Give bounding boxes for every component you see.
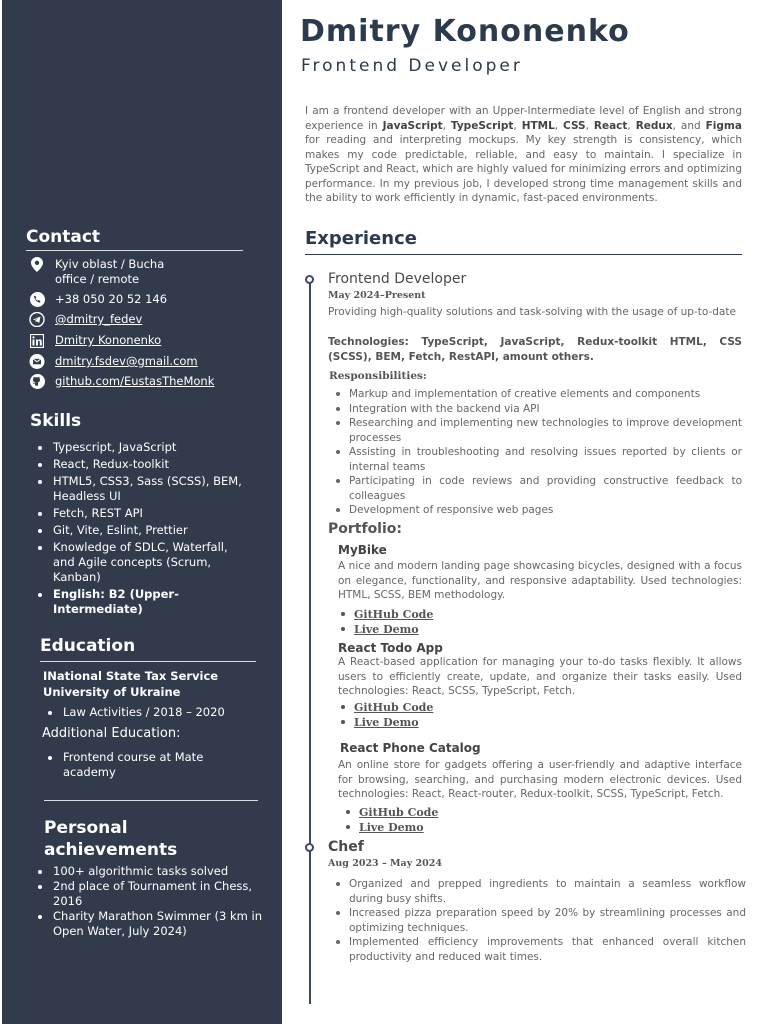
list-item: Organized and prepped ingredients to maintain a seamless workflow during busy shifts. <box>328 877 746 906</box>
sidebar <box>2 0 282 1024</box>
list-item: HTML5, CSS3, Sass (SCSS), BEM, Headless UI <box>32 474 252 504</box>
telegram-link[interactable]: @dmitry_fedev <box>55 312 143 326</box>
linkedin-link[interactable]: Dmitry Kononenko <box>55 333 162 347</box>
contact-email[interactable] <box>28 354 198 369</box>
contact-location <box>28 257 164 287</box>
job1-date: May 2024–Present <box>328 290 426 301</box>
linkedin-icon <box>28 333 46 348</box>
timeline-dot <box>305 275 314 284</box>
live-demo-link[interactable]: Live Demo <box>354 716 419 729</box>
list-item: English: B2 (Upper-Intermediate) <box>32 587 252 617</box>
education-school: INational State Tax Service University of Ukraine <box>43 669 219 699</box>
summary-paragraph: I am a frontend developer with an Upper-Intermediate level of English and strong experience in JavaScript, TypeScript, HTML, CSS, React, Redux, and Figma for reading and interpreting mockups. My key strength is consistency, which makes my code predictable, reliable, and easy to maintain. I specialize in TypeScript and React, which are highly valued for minimizing errors and optimizing performance. In my previous job, I developed strong time management skills and the ability to work efficiently in dynamic, fast-paced environments. <box>305 105 742 204</box>
list-item <box>338 700 433 715</box>
github-icon <box>28 374 46 389</box>
list-item: Increased pizza preparation speed by 20% by streamlining processes and optimizing techniques. <box>328 906 746 935</box>
list-item: React, Redux-toolkit <box>32 457 252 472</box>
list-item <box>343 805 438 820</box>
list-item: Knowledge of SDLC, Waterfall, and Agile concepts (Scrum, Kanban) <box>32 540 252 585</box>
job-role: Frontend Developer <box>301 56 523 76</box>
job1-responsibilities-label: Responsibilities: <box>329 370 427 382</box>
list-item: 100+ algorithmic tasks solved <box>32 864 262 879</box>
contact-telegram[interactable] <box>28 312 142 327</box>
list-item <box>343 820 438 835</box>
github-code-link[interactable]: GitHub Code <box>354 608 434 621</box>
contact-phone <box>28 292 167 307</box>
list-item <box>338 622 433 637</box>
achievements-list <box>32 864 262 939</box>
job1-responsibilities <box>328 387 742 518</box>
list-item: Participating in code reviews and providing constructive feedback to colleagues <box>328 474 742 503</box>
project-links <box>343 805 438 835</box>
project-description: An online store for gadgets offering a user-friendly and adaptive interface for browsing, searching, and purchasing modern electronic devices. Used technologies: React, React-router, Redux-toolkit, SCSS, TypeScript, Fetch. <box>338 759 742 800</box>
education-heading: Education <box>40 636 136 656</box>
project-links <box>338 700 433 730</box>
job1-description: Providing high-quality solutions and task-solving with the usage of up-to-date <box>328 306 736 318</box>
list-item: Fetch, REST API <box>32 506 252 521</box>
list-item <box>338 607 433 622</box>
project-title: MyBike <box>338 543 387 557</box>
live-demo-link[interactable]: Live Demo <box>354 623 419 636</box>
additional-education-list <box>42 750 242 782</box>
location-line2: office / remote <box>55 272 140 286</box>
project-links <box>338 607 433 637</box>
github-code-link[interactable]: GitHub Code <box>359 806 439 819</box>
contact-heading: Contact <box>26 227 101 247</box>
mail-icon <box>28 354 46 369</box>
page-title: Dmitry Kononenko <box>300 14 630 49</box>
list-item: Markup and implementation of creative elements and components <box>328 387 742 402</box>
contact-divider <box>26 250 243 251</box>
list-item: Git, Vite, Eslint, Prettier <box>32 523 252 538</box>
github-code-link[interactable]: GitHub Code <box>354 701 434 714</box>
job2-title: Chef <box>328 839 364 855</box>
achievements-heading: Personal achievements <box>44 818 178 860</box>
list-item: Integration with the backend via API <box>328 402 742 417</box>
job1-title: Frontend Developer <box>328 271 467 287</box>
additional-education-heading: Additional Education: <box>42 726 181 741</box>
telegram-icon <box>28 312 46 327</box>
education-list <box>42 705 262 722</box>
list-item: Charity Marathon Swimmer (3 km in Open Water, July 2024) <box>32 909 262 939</box>
github-link[interactable]: github.com/EustasTheMonk <box>55 374 215 388</box>
list-item: Implemented efficiency improvements that enhanced overall kitchen productivity and reduced wait times. <box>328 935 746 964</box>
project-description: A React-based application for managing your to-do tasks flexibly. It allows users to efficiently create, update, and organize their tasks easily. Used technologies: React, SCSS, TypeScript, Fetch. <box>338 656 742 697</box>
contact-linkedin[interactable] <box>28 333 161 348</box>
list-item: Development of responsive web pages <box>328 503 742 518</box>
map-pin-icon <box>28 257 46 272</box>
list-item: Typescript, JavaScript <box>32 440 252 455</box>
list-item: Researching and implementing new technologies to improve development processes <box>328 416 742 445</box>
job2-responsibilities <box>328 877 746 964</box>
project-title: React Todo App <box>338 641 443 655</box>
job2-date: Aug 2023 – May 2024 <box>328 858 442 869</box>
experience-divider <box>305 254 742 255</box>
job1-technologies: Technologies: TypeScript, JavaScript, Redux-toolkit HTML, CSS (SCSS), BEM, Fetch, RestAPI, amount others. <box>328 336 742 363</box>
list-item <box>338 715 433 730</box>
list-item: 2nd place of Tournament in Chess, 2016 <box>32 879 262 909</box>
live-demo-link[interactable]: Live Demo <box>359 821 424 834</box>
list-item: Frontend course at Mate academy <box>42 750 242 780</box>
portfolio-heading: Portfolio: <box>328 521 402 537</box>
skills-list <box>32 440 252 619</box>
project-description: A nice and modern landing page showcasing bicycles, designed with a focus on elegance, functionality, and responsive adaptability. Used technologies: HTML, SCSS, BEM methodology. <box>338 560 742 601</box>
phone-number: +38 050 20 52 146 <box>55 292 168 306</box>
list-item: Assisting in troubleshooting and resolving issues reported by clients or internal teams <box>328 445 742 474</box>
contact-github[interactable] <box>28 374 214 389</box>
email-link[interactable]: dmitry.fsdev@gmail.com <box>55 354 198 368</box>
list-item: Law Activities / 2018 – 2020 <box>42 705 262 720</box>
experience-heading: Experience <box>305 228 417 249</box>
skills-heading: Skills <box>30 411 82 431</box>
timeline-dot <box>305 843 314 852</box>
project-title: React Phone Catalog <box>340 741 481 755</box>
achievements-divider <box>44 800 258 801</box>
education-divider <box>40 661 256 662</box>
location-line1: Kyiv oblast / Bucha <box>55 257 165 271</box>
phone-icon <box>28 292 46 307</box>
timeline-line <box>309 280 311 1004</box>
